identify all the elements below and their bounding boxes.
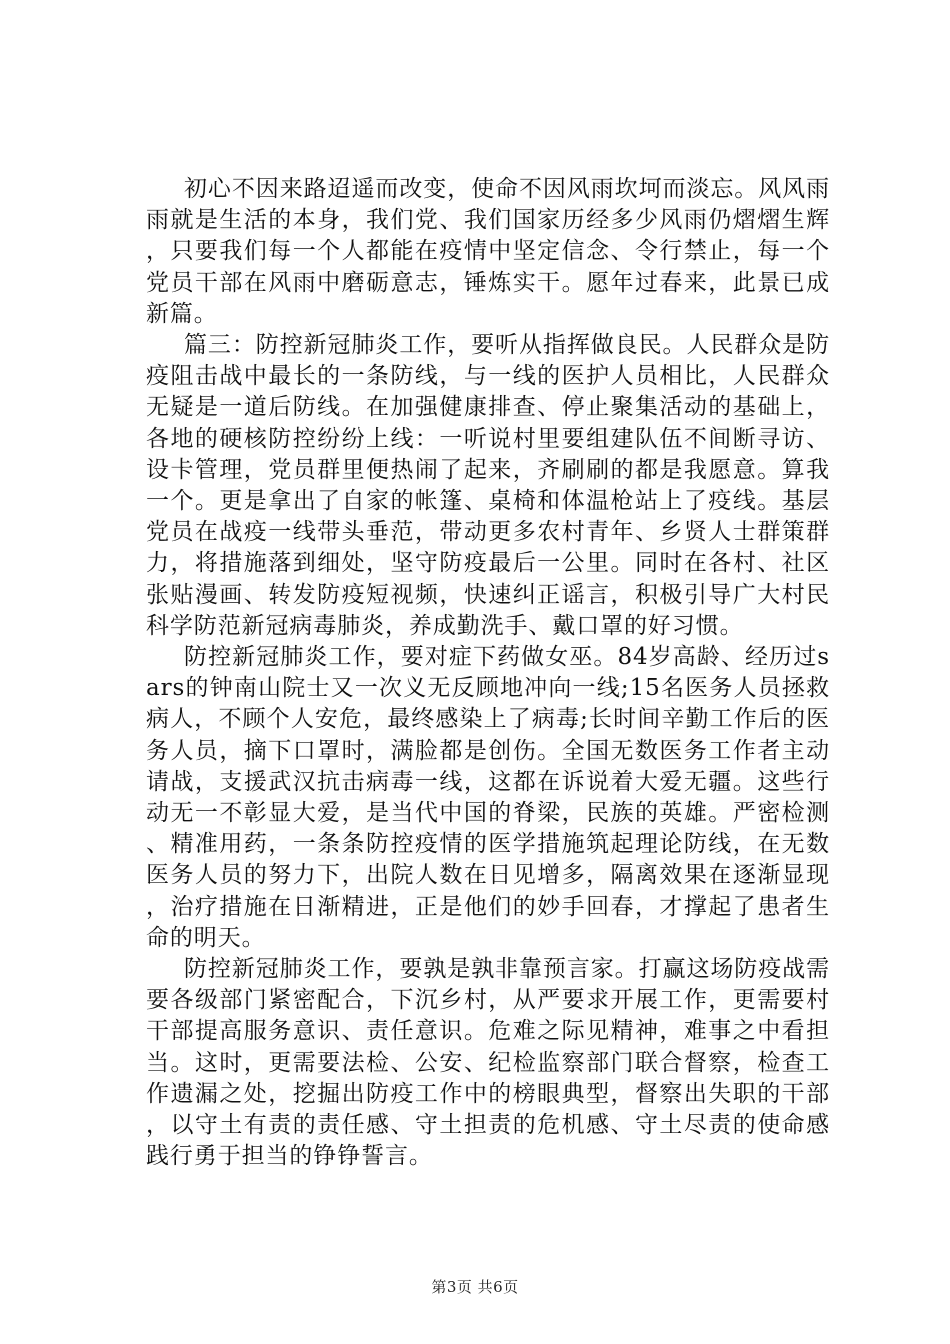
paragraph-1: 初心不因来路迢遥而改变，使命不因风雨坎坷而淡忘。风风雨雨就是生活的本身，我们党、我们国家历经多少风雨仍熠熠生辉，只要我们每一个人都能在疫情中坚定信念、令行禁止，每一个党员干部在风雨中磨砺意志，锤炼实干。愿年过春来，此景已成新篇。 bbox=[146, 176, 830, 327]
page-number-footer: 第3页 共6页 bbox=[431, 1278, 519, 1296]
paragraph-2: 篇三：防控新冠肺炎工作，要听从指挥做良民。人民群众是防疫阻击战中最长的一条防线，与一线的医护人员相比，人民群众无疑是一道后防线。在加强健康排查、停止聚集活动的基础上，各地的硬核防控纷纷上线：一听说村里要组建队伍不间断寻访、设卡管理，党员群里便热闹了起来，齐刷刷的都是我愿意。算我一个。更是拿出了自家的帐篷、桌椅和体温枪站上了疫线。基层党员在战疫一线带头垂范，带动更多农村青年、乡贤人士群策群力，将措施落到细处，坚守防疫最后一公里。同时在各村、社区张贴漫画、转发防疫短视频，快速纠正谣言，积极引导广大村民科学防范新冠病毒肺炎，养成勤洗手、戴口罩的好习惯。 bbox=[146, 332, 830, 639]
paragraph-3: 防控新冠肺炎工作，要对症下药做女巫。84岁高龄、经历过sars的钟南山院士又一次义无反顾地冲向一线;15名医务人员拯救病人，不顾个人安危，最终感染上了病毒;长时间辛勤工作后的医务人员，摘下口罩时，满脸都是创伤。全国无数医务工作者主动请战，支援武汉抗击病毒一线，这都在诉说着大爱无疆。这些行动无一不彰显大爱，是当代中国的脊梁，民族的英雄。严密检测、精准用药，一条条防控疫情的医学措施筑起理论防线，在无数医务人员的努力下，出院人数在日见增多，隔离效果在逐渐显现，治疗措施在日渐精进，正是他们的妙手回春，才撑起了患者生命的明天。 bbox=[146, 644, 830, 951]
document-body bbox=[146, 174, 830, 1173]
paragraph-4: 防控新冠肺炎工作，要孰是孰非靠预言家。打赢这场防疫战需要各级部门紧密配合，下沉乡村，从严要求开展工作，更需要村干部提高服务意识、责任意识。危难之际见精神，难事之中看担当。这时，更需要法检、公安、纪检监察部门联合督察，检查工作遗漏之处，挖掘出防疫工作中的榜眼典型，督察出失职的干部，以守土有责的责任感、守土担责的危机感、守土尽责的使命感践行勇于担当的铮铮誓言。 bbox=[146, 956, 830, 1170]
